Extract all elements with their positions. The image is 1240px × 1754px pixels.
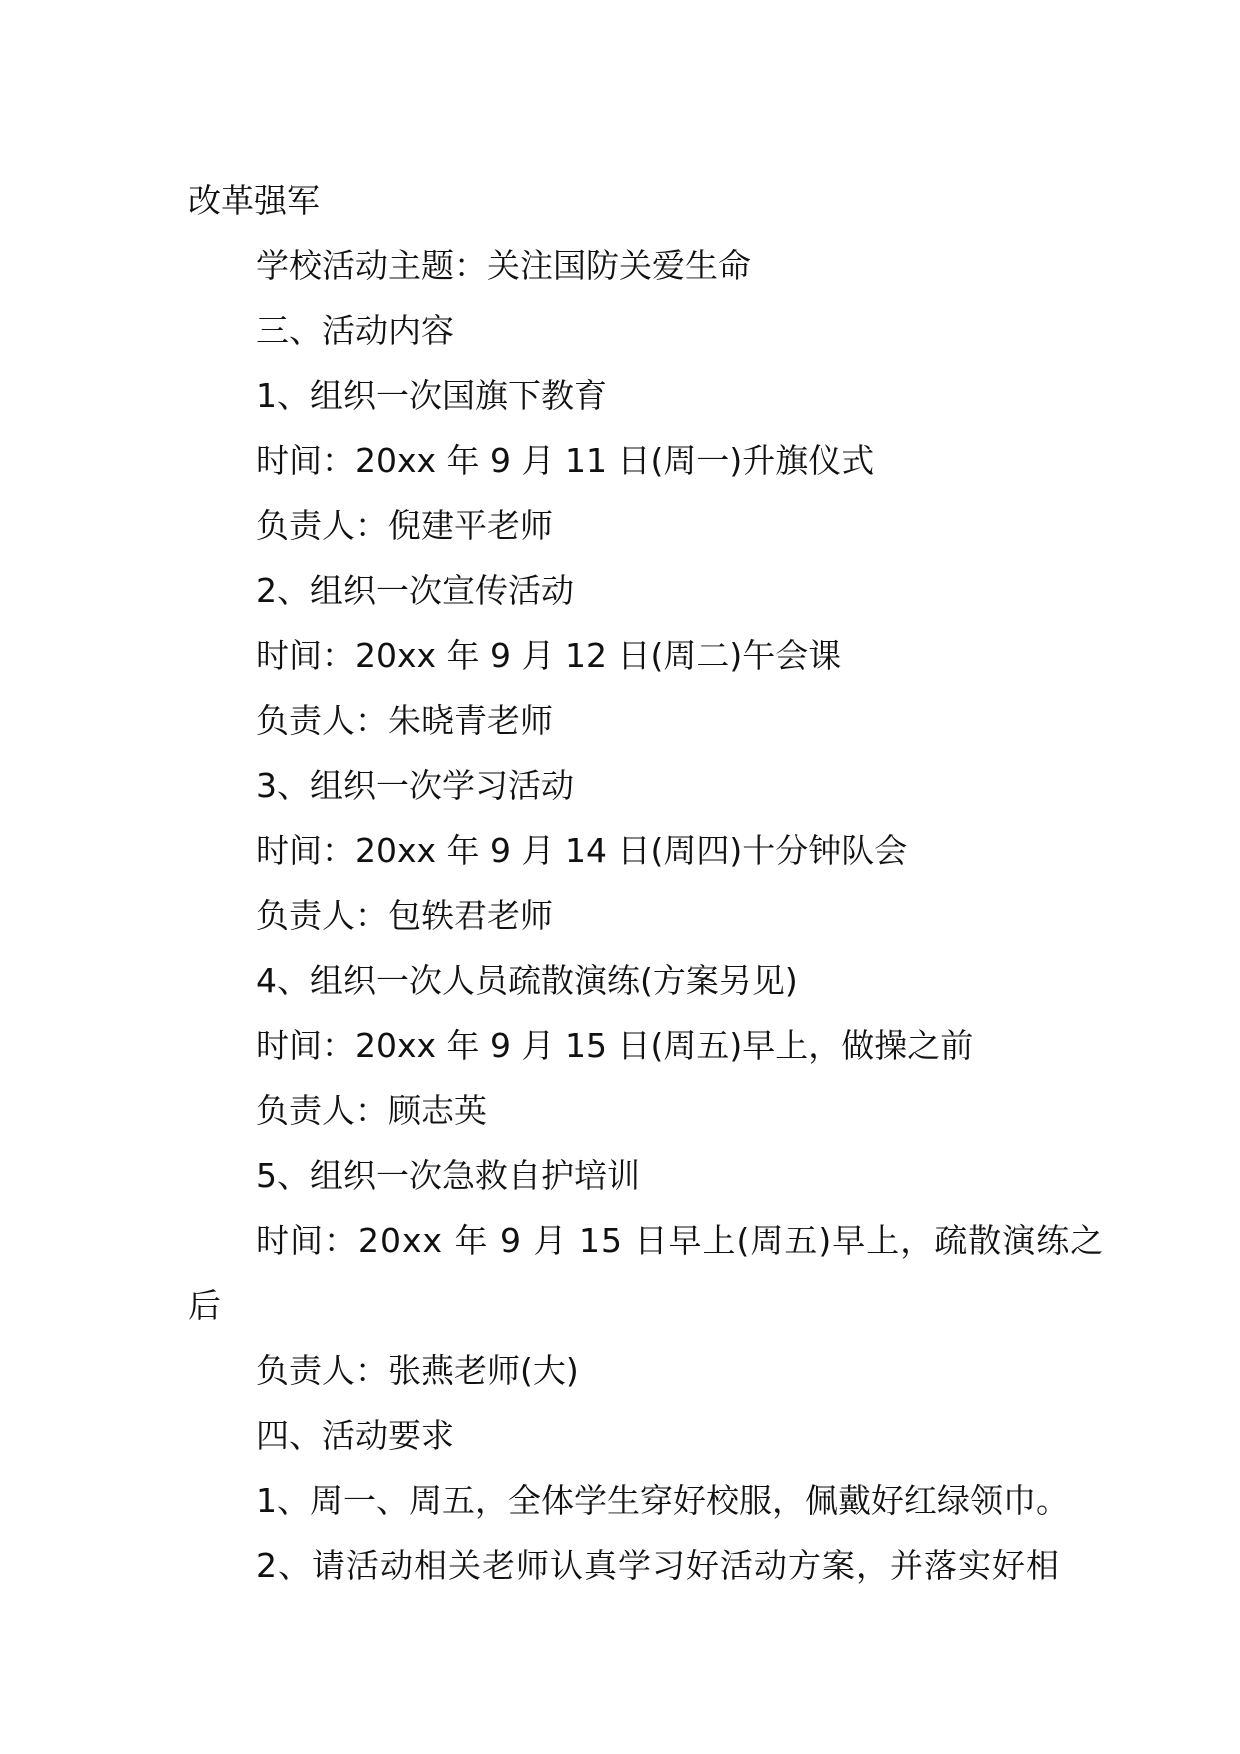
list-item: 1、组织一次国旗下教育 [256,376,607,415]
responsible-line: 负责人：顾志英 [256,1091,487,1130]
time-line: 时间：20xx 年 9 月 12 日(周二)午会课 [256,636,842,675]
responsible-line: 负责人：张燕老师(大) [256,1351,579,1390]
responsible-line: 负责人：倪建平老师 [256,506,553,545]
time-line: 时间：20xx 年 9 月 11 日(周一)升旗仪式 [256,441,875,480]
time-line: 时间：20xx 年 9 月 15 日早上(周五)早上，疏散演练之 [256,1221,1105,1260]
document-body [188,168,1105,1598]
time-line: 时间：20xx 年 9 月 14 日(周四)十分钟队会 [256,831,908,870]
time-line-continuation: 后 [188,1286,221,1325]
list-item: 5、组织一次急救自护培训 [256,1156,640,1195]
list-item: 2、组织一次宣传活动 [256,571,574,610]
time-line: 时间：20xx 年 9 月 15 日(周五)早上，做操之前 [256,1026,974,1065]
list-item: 4、组织一次人员疏散演练(方案另见) [256,961,798,1000]
responsible-line: 负责人：包轶君老师 [256,896,553,935]
requirement-item: 1、周一、周五，全体学生穿好校服，佩戴好红绿领巾。 [256,1481,1069,1520]
responsible-line: 负责人：朱晓青老师 [256,701,553,740]
text-line: 改革强军 [188,181,320,220]
section-heading: 四、活动要求 [256,1416,454,1455]
requirement-item: 2、请活动相关老师认真学习好活动方案，并落实好相 [256,1546,1060,1585]
activity-theme-line: 学校活动主题：关注国防关爱生命 [256,246,751,285]
section-heading: 三、活动内容 [256,311,454,350]
list-item: 3、组织一次学习活动 [256,766,574,805]
